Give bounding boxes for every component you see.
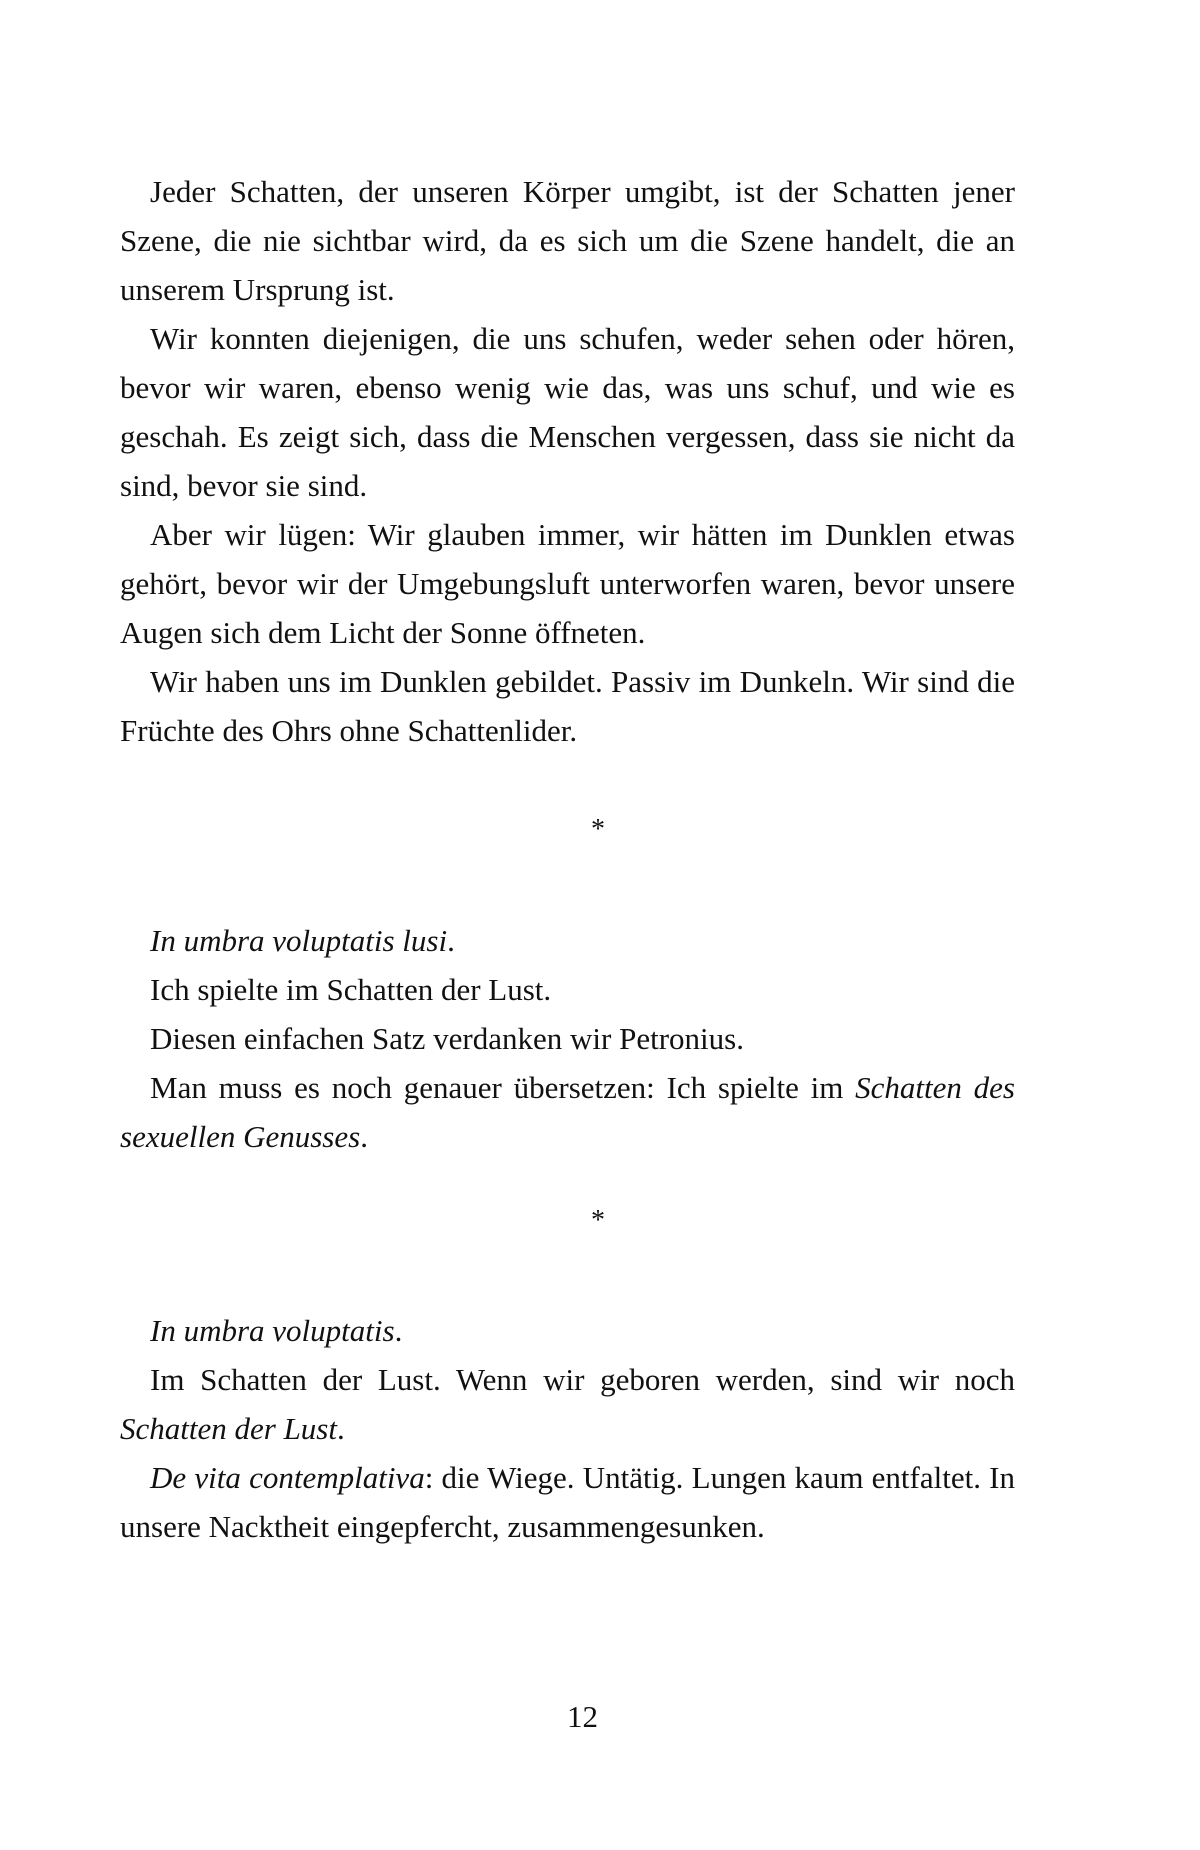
text-run: Man muss es noch genauer übersetzen: Ich spielte im — [150, 1070, 856, 1105]
paragraph: Aber wir lügen: Wir glauben immer, wir hätten im Dunklen etwas gehört, bevor wir der Umgebungsluft unterworfen waren, bevor unsere Augen sich dem Licht der Sonne öffneten. — [120, 517, 1015, 650]
section-separator: * — [591, 814, 605, 845]
section-umbra-voluptatis — [120, 1306, 1015, 1551]
section-shadow-origin — [120, 167, 1015, 755]
section-petronius — [120, 916, 1015, 1161]
punctuation: . — [394, 1313, 403, 1348]
paragraph — [120, 1355, 1015, 1453]
paragraph — [120, 1063, 1015, 1161]
paragraph — [120, 1453, 1015, 1551]
paragraph: Wir haben uns im Dunklen gebildet. Passiv im Dunkeln. Wir sind die Früchte des Ohrs ohne Schattenlider. — [120, 664, 1015, 748]
latin-quote: In umbra voluptatis — [150, 1313, 395, 1348]
latin-quote: In umbra voluptatis lusi — [150, 923, 448, 958]
italic-phrase: Schatten des sexuellen Genusses — [120, 1070, 1015, 1154]
paragraph: Diesen einfachen Satz verdanken wir Petronius. — [150, 1021, 744, 1056]
paragraph: Ich spielte im Schatten der Lust. — [150, 972, 552, 1007]
latin-quote: De vita contemplativa — [150, 1460, 425, 1495]
paragraph: Jeder Schatten, der unseren Körper umgibt, ist der Schatten jener Szene, die nie sichtbar wird, da es sich um die Szene handelt, die an unserem Ursprung ist. — [120, 174, 1015, 307]
punctuation: . — [337, 1411, 345, 1446]
text-run: : die Wiege. Untätig. Lungen kaum entfaltet. In unsere Nacktheit eingepfercht, zusammengesunken. — [120, 1460, 1015, 1544]
paragraph: Wir konnten diejenigen, die uns schufen, weder sehen oder hören, bevor wir waren, ebenso wenig wie das, was uns schuf, und wie es geschah. Es zeigt sich, dass die Menschen vergessen, dass sie nicht da sind, bevor sie sind. — [120, 321, 1015, 503]
page-number: 12 — [567, 1699, 598, 1734]
section-separator: * — [591, 1205, 605, 1236]
punctuation: . — [447, 923, 455, 958]
punctuation: . — [360, 1119, 368, 1154]
paragraph — [120, 1306, 1015, 1355]
paragraph — [120, 916, 1015, 965]
text-run: Im Schatten der Lust. Wenn wir geboren werden, sind wir noch — [150, 1362, 1015, 1397]
italic-phrase: Schatten der Lust — [120, 1411, 337, 1446]
